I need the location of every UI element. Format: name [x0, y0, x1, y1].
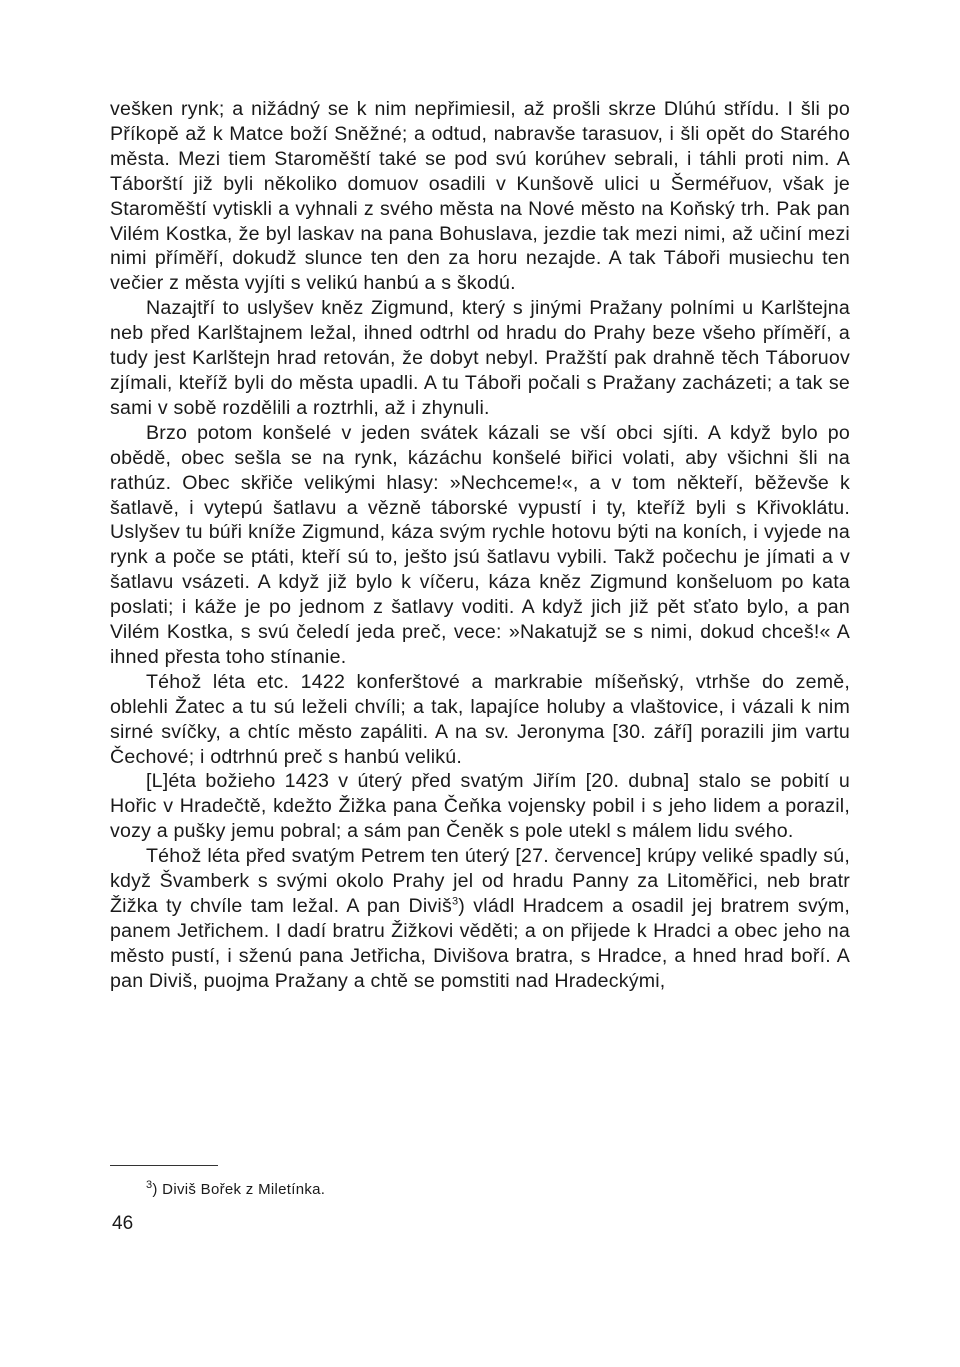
footnote-text: ) Diviš Bořek z Miletínka.	[152, 1181, 326, 1198]
footnote	[146, 1180, 325, 1200]
paragraph-1: vešken rynk; a nižádný se k nim nepřimiesil, až prošli skrze Dlúhú střídu. I šli po Příkopě až k Matce boží Sněžné; a odtud, nabravše tarasuov, i šli opět do Starého města. Mezi tiem Staroměští také se pod svú korúhev sebrali, i táhli proti nim. A Táborští již byli několiko domuov osadili v Kunšově ulici u Šerméřuov, však je Staroměští vytiskli a vyhnali z svého města na Nové město na Koňský trh. Pak pan Vilém Kostka, že byl laskav na pana Bohuslava, jezdie tak mezi nimi, až učiní mezi nimi příměří, dokudž slunce ten den za horu nezajde. A tak Táboři musiechu ten večier z města vyjíti s velikú hanbú a s škodú.	[110, 98, 850, 295]
paragraph-3: Brzo potom konšelé v jeden svátek kázali se vší obci sjíti. A když bylo po obědě, obec sešla se na rynk, kázáchu konšelé biřici volati, aby všichni šli na rathúz. Obec skřiče velikými hlasy: »Nechceme!«, a v tom někteří, běževše k šatlavě, i vytepú šatlavu a vězně táborské vypustí i ty, kteříž byli s Křivoklátu. Uslyšev tu búři kníže Zigmund, káza svým rychle hotovu býti na koních, i vyjede na rynk a poče se ptáti, kteří sú to, ješto jsú šatlavu vybili. Takž počechu je jímati a v šatlavu vsázeti. A když již bylo k víčeru, káza kněz Zigmund konšeluom po kata poslati; i káže je po jednom z šatlavy voditi. A když jich již pět sťato bylo, a pan Vilém Kostka, s svú čeledí jeda preč, vece: »Nakatujž se s nimi, dokud chceš!« A ihned přesta toho stínanie.	[110, 421, 850, 668]
paragraph-6-text-end: ) vládl Hradcem a osadil jej bratrem svým, panem Jetřichem. I dadí bratru Žižkovi věděti; a on přijede k Hradci a obec jeho na město pustí, i sženú pana Jetřicha, Divišova bratra, s Hradce, a hned hrad boří. A pan Diviš, puojma Pražany a chtě se pomstiti nad Hradeckými,	[110, 895, 850, 992]
footnote-number: 3	[146, 1179, 153, 1191]
paragraph-4: Téhož léta etc. 1422 konferštové a markrabie míšeňský, vtrhše do země, oblehli Žatec a tu sú leželi chvíli; a tak, lapajíce holuby a vlaštovice, i vázali k nim sirné svíčky, a chtíc město zapáliti. A na sv. Jeronyma [30. září] porazili jim vartu Čechové; i odtrhnú preč s hanbú velikú.	[110, 670, 850, 768]
page-body	[110, 97, 850, 994]
footnote-reference: 3	[451, 895, 459, 908]
paragraph-2: Nazajtří to uslyšev kněz Zigmund, který s jinými Pražany polními u Karlštejna neb před Karlštajnem ležal, ihned odtrhl od hradu do Prahy beze všeho příměří, a tudy jest Karlštejn hrad retován, že dobyt nebyl. Pražští pak drahně těch Táboruov zjímali, kteříž byli do města upadli. A tu Táboři počali s Pražany zacházeti; a tak se sami v sobě rozdělili a roztrhli, až i zhynuli.	[110, 297, 850, 419]
paragraph-6-text-start: Téhož léta před svatým Petrem ten úterý [27. července] krúpy veliké spadly sú, když Švamberk s svými okolo Prahy jel od hradu Panny za Litoměřici, neb bratr Žižka ty chvíle tam ležal. A pan Diviš	[110, 845, 850, 917]
paragraph-6	[110, 844, 850, 993]
footnote-divider	[110, 1165, 218, 1166]
page-number: 46	[112, 1213, 134, 1234]
paragraph-5: [L]éta božieho 1423 v úterý před svatým Jiřím [20. dubna] stalo se pobití u Hořic v Hradečtě, kdežto Žižka pana Čeňka vojensky pobil i s jeho lidem a porazil, vozy a pušky jemu pobral; a sám pan Čeněk s pole utekl s málem lidu svého.	[110, 770, 850, 843]
